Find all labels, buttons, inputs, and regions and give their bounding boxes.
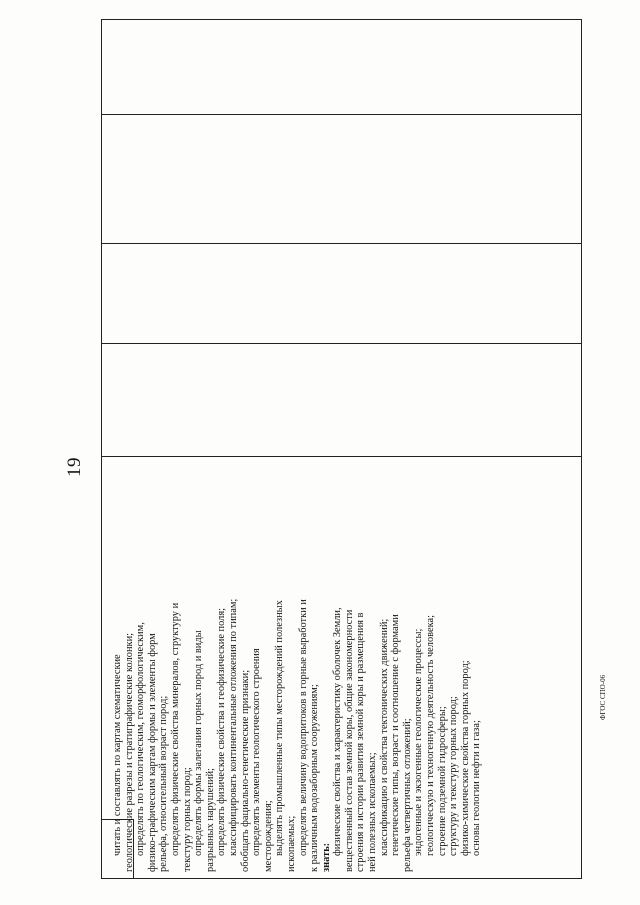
text-line: геологические разрезы и стратиграфические колонки;	[123, 632, 135, 872]
text-line: рельефа четвертичных отложений;	[401, 718, 413, 872]
text-line: ней полезных ископаемых;	[367, 752, 379, 872]
page-number: 19	[64, 457, 85, 477]
text-line: выделять промышленные типы месторождений полезных	[274, 600, 286, 856]
text-line: определять физические свойства минералов, структуру и	[169, 602, 181, 856]
table-border-right	[581, 19, 582, 879]
text-line: строения и истории развития земной коры и размещения в	[355, 612, 367, 872]
row-divider	[102, 243, 581, 244]
text-line: обобщать фациально-генетические признаки;	[239, 669, 251, 872]
row-divider	[102, 343, 581, 344]
text-line: физико-химические свойства горных пород;	[459, 660, 471, 856]
text-line: определять элементы геологического строения	[251, 648, 263, 856]
table-border-left	[101, 19, 102, 879]
text-line: знать:	[320, 842, 332, 872]
text-line: геологическую и техногенную деятельность человека;	[425, 614, 437, 856]
table-border-bottom	[101, 878, 582, 879]
text-line: физические свойства и характеристику оболочек Земли,	[332, 607, 344, 856]
text-line: физико-графическим картам формы и элементы форм	[146, 633, 158, 872]
text-line: вещественный состав земной коры, общие закономерности	[343, 609, 355, 872]
text-line: классификацию и свойства тектонических движений;	[378, 618, 390, 856]
text-line: определять формы залегания горных пород и виды	[193, 630, 205, 856]
row-divider	[102, 114, 581, 115]
footer-code: ФГОС СПО-06	[599, 674, 607, 720]
text-line: читать и составлять по картам схематические	[112, 654, 123, 856]
text-line: структуру и текстуру горных пород;	[448, 696, 460, 856]
text-line: ископаемых;	[285, 815, 297, 872]
text-line: классифицировать континентальные отложения по типам;	[227, 598, 239, 856]
text-line: определять величину водопритоков в горные выработки и	[297, 599, 309, 856]
text-line: рельефа, относительный возраст пород;	[158, 695, 170, 872]
text-line: разрывных нарушений;	[204, 768, 216, 872]
table-border-top	[101, 19, 582, 20]
text-line: текстуру горных пород;	[181, 767, 193, 872]
text-line: эндогенные и экзогенные геологические процессы;	[413, 628, 425, 856]
text-line: строение подземной гидросферы;	[436, 706, 448, 856]
text-line: месторождения;	[262, 800, 274, 872]
competency-text-block	[108, 416, 574, 876]
text-line: основы геологии нефти и газа;	[471, 720, 483, 856]
text-line: определять физические свойства и геофизические поля;	[216, 607, 228, 856]
text-line: генетические типы, возраст и соотношение с формами	[390, 614, 402, 856]
text-line: определять по геологическим, геоморфологическим,	[135, 622, 147, 856]
text-line: к различным водозаборным сооружениям;	[309, 684, 321, 872]
